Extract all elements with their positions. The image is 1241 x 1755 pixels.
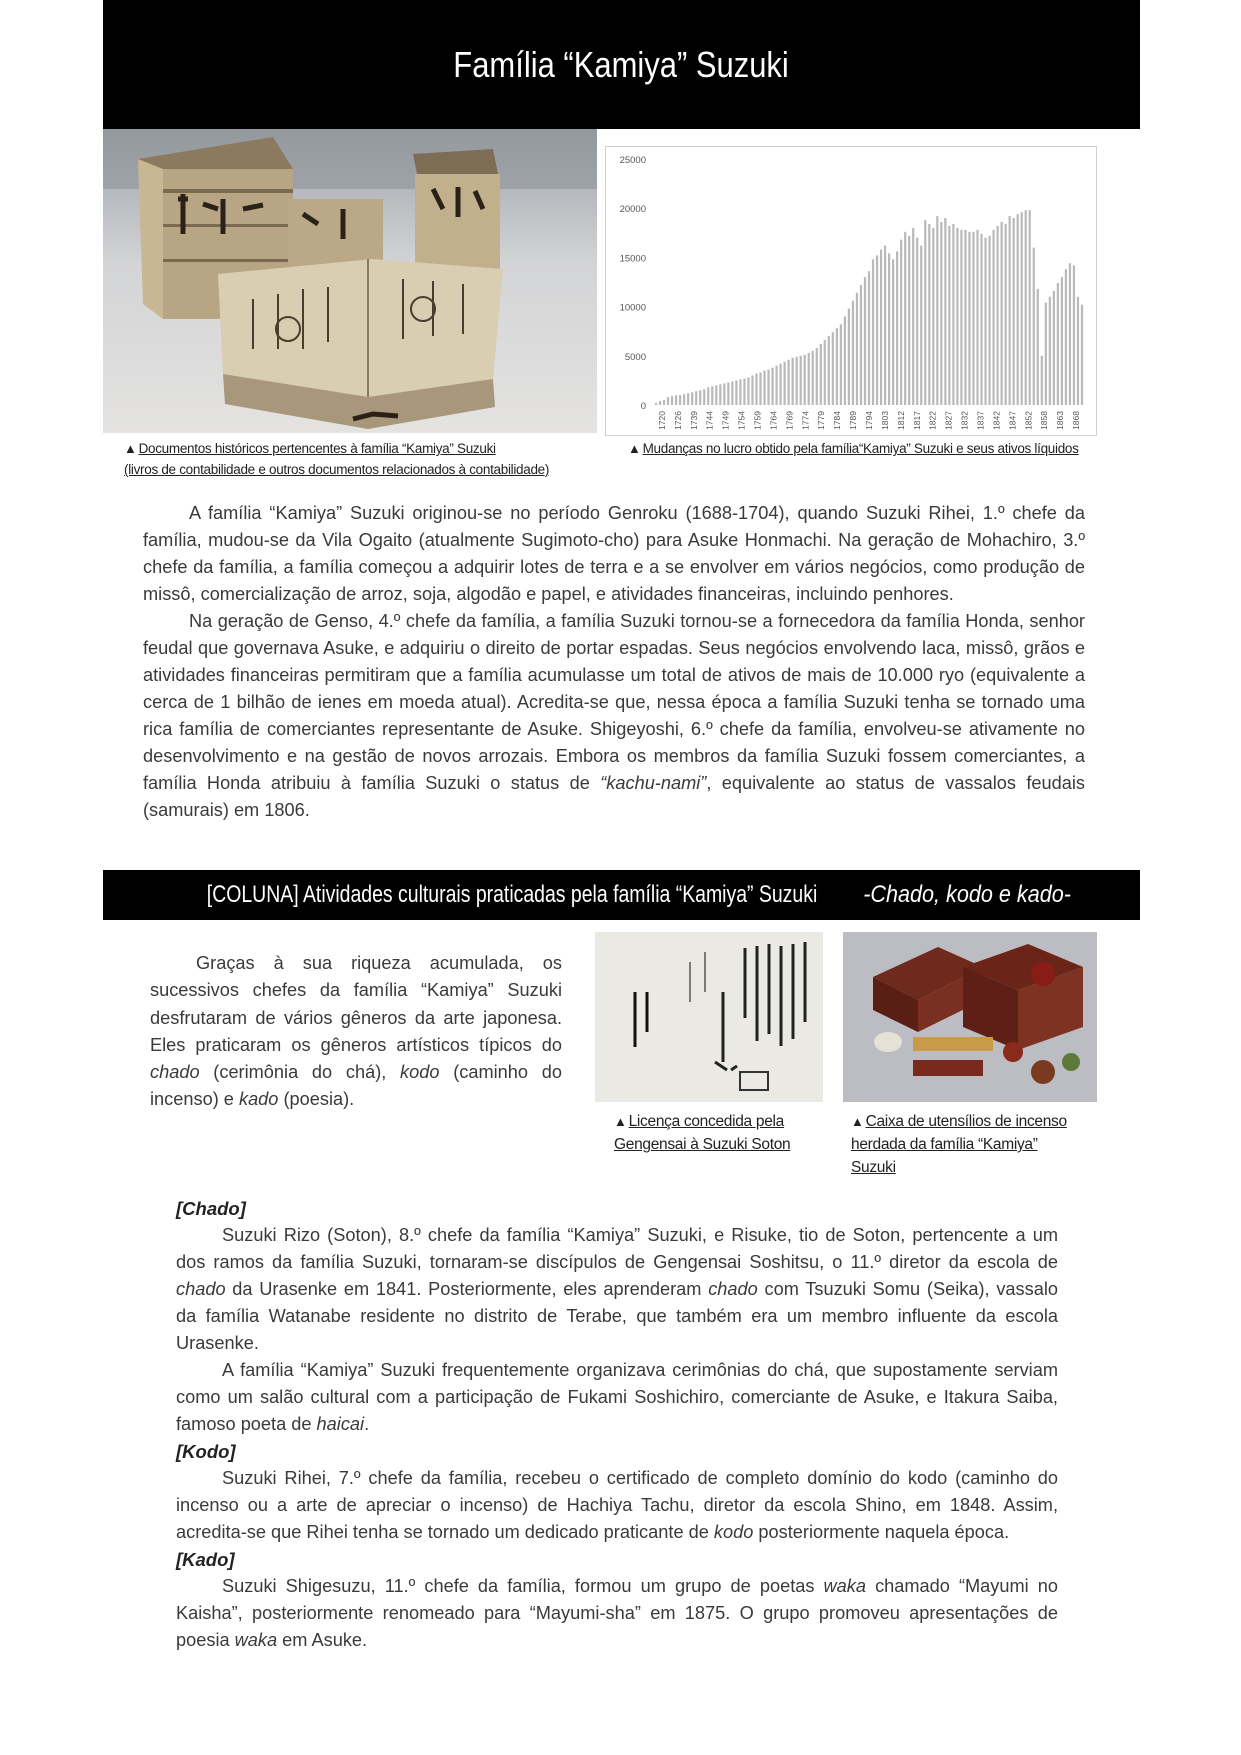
license-document-image xyxy=(595,932,823,1102)
y-tick-label: 10000 xyxy=(619,302,646,314)
chart-bar xyxy=(792,358,794,405)
chart-bar xyxy=(699,390,701,405)
chart-bar xyxy=(1033,248,1035,405)
license-caption: ▲ Licença concedida pela Gengensai à Suzuki Soton xyxy=(614,1110,834,1156)
chart-bar xyxy=(679,395,681,405)
documents-caption-line2: (livros de contabilidade e outros documentos relacionados à contabilidade) xyxy=(124,462,550,477)
chart-bar xyxy=(800,356,802,405)
chart-bar xyxy=(1057,283,1059,405)
chart-bar xyxy=(904,232,906,405)
chart-bar xyxy=(820,344,822,405)
chart-bar xyxy=(735,380,737,405)
chart-bar xyxy=(675,395,677,405)
chart-bar xyxy=(952,224,954,405)
x-tick-label: 1863 xyxy=(1055,411,1066,430)
chart-bar xyxy=(916,238,918,405)
chart-bar xyxy=(788,360,790,405)
chart-bar xyxy=(1041,356,1043,405)
chart-bar xyxy=(920,246,922,405)
chart-bar xyxy=(848,309,850,405)
chart-bar xyxy=(671,396,673,405)
triangle-marker-icon: ▲ xyxy=(628,441,641,456)
chart-bar xyxy=(980,234,982,405)
x-tick-label: 1744 xyxy=(704,411,715,430)
chart-bar xyxy=(972,232,974,405)
chart-bar xyxy=(687,393,689,405)
chart-bar xyxy=(928,224,930,405)
chart-bar xyxy=(884,246,886,405)
x-tick-label: 1749 xyxy=(720,411,731,430)
chado-paragraph-2: A família “Kamiya” Suzuki frequentemente organizava cerimônias do chá, que supostamente serviam como um salão cultural com a participação de Fukami Soshichiro, comerciante de Asuke, e Itakura Saiba, famoso poeta de haicai. xyxy=(176,1360,1058,1434)
documents-photo xyxy=(103,129,597,433)
chart-bar xyxy=(723,383,725,405)
chart-bar xyxy=(976,230,978,405)
chart-bar xyxy=(1069,263,1071,405)
x-tick-label: 1852 xyxy=(1023,411,1034,430)
chart-bar xyxy=(832,332,834,405)
chart-bar xyxy=(996,226,998,405)
chart-bar xyxy=(1061,277,1063,405)
x-tick-label: 1827 xyxy=(943,411,954,430)
y-tick-label: 20000 xyxy=(619,204,646,216)
chart-bar xyxy=(816,348,818,405)
chart-bar xyxy=(719,384,721,405)
chart-bar xyxy=(872,259,874,405)
chart-bar xyxy=(1077,297,1079,405)
x-tick-label: 1739 xyxy=(688,411,699,430)
x-tick-label: 1812 xyxy=(895,411,906,430)
profit-bar-chart xyxy=(606,147,1096,435)
chart-bar xyxy=(691,392,693,405)
chart-bar xyxy=(659,401,661,405)
chart-bar xyxy=(900,240,902,405)
chart-bar xyxy=(767,370,769,405)
kodo-paragraph-1: Suzuki Rihei, 7.º chefe da família, recebeu o certificado de completo domínio do kodo (caminho do incenso ou a arte de apreciar o incenso) de Hachiya Tachu, diretor da escola Shino, em 1848. Assim, acredita-se que Rihei tenha se tornado um dedicado praticante de kodo posteriormente naquela época. xyxy=(176,1468,1058,1542)
kodo-heading: [Kodo] xyxy=(176,1441,236,1462)
documents-caption-line1: Documentos históricos pertencentes à família “Kamiya” Suzuki xyxy=(138,441,496,456)
chart-bar xyxy=(1049,297,1051,405)
y-tick-label: 0 xyxy=(640,401,646,412)
chart-bar xyxy=(808,353,810,405)
x-tick-label: 1822 xyxy=(927,411,938,430)
documents-caption xyxy=(124,438,604,480)
chart-bar xyxy=(739,379,741,405)
x-tick-label: 1779 xyxy=(816,411,827,430)
chart-bar xyxy=(908,236,910,405)
chart-bar xyxy=(779,364,781,405)
chart-bar xyxy=(1001,222,1003,405)
chart-bar xyxy=(1029,210,1031,405)
x-tick-label: 1847 xyxy=(1007,411,1018,430)
y-tick-label: 5000 xyxy=(624,351,646,363)
chart-bar xyxy=(663,400,665,405)
kado-heading: [Kado] xyxy=(176,1549,235,1570)
chart-bar xyxy=(763,371,765,405)
chart-bar xyxy=(711,386,713,405)
arts-sections xyxy=(176,1195,1058,1654)
chart-bar xyxy=(960,230,962,405)
chart-caption xyxy=(628,438,1108,459)
x-tick-label: 1837 xyxy=(975,411,986,430)
chart-bar xyxy=(1053,291,1055,405)
intro-paragraph-1: A família “Kamiya” Suzuki originou-se no período Genroku (1688-1704), quando Suzuki Rihei, 1.º chefe da família, mudou-se da Vila Ogaito (atualmente Sugimoto-cho) para Asuke Honmachi. Na geração de Mohachiro, 3.º chefe da família, a família começou a adquirir lotes de terra e a se envolver em vários negócios, como produção de missô, comercialização de arroz, soja, algodão e papel, e atividades financeiras, incluindo penhores. xyxy=(143,503,1085,604)
chart-bar xyxy=(695,391,697,405)
chart-bar xyxy=(1045,303,1047,405)
page-title-bar xyxy=(103,0,1140,129)
chart-bar xyxy=(743,378,745,405)
chart-bar xyxy=(932,228,934,405)
chart-bar xyxy=(988,236,990,405)
chart-bar xyxy=(896,252,898,406)
y-tick-label: 15000 xyxy=(619,253,646,265)
chado-paragraph-1: Suzuki Rizo (Soton), 8.º chefe da família “Kamiya” Suzuki, e Risuke, tio de Soton, pertencente a um dos ramos da família Suzuki, tornaram-se discípulos de Gengensai Soshitsu, o 11.º diretor da escola de chado da Urasenke em 1841. Posteriormente, eles aprenderam chado com Tsuzuki Somu (Seika), vassalo da família Watanabe residente no distrito de Terabe, que também era um membro influente da escola Urasenke. xyxy=(176,1225,1058,1353)
chart-bar xyxy=(868,271,870,405)
chart-bar xyxy=(880,250,882,405)
chart-bar xyxy=(755,374,757,405)
chart-bar xyxy=(912,228,914,405)
chart-bar xyxy=(852,301,854,405)
chart-bar xyxy=(655,403,657,405)
x-tick-label: 1759 xyxy=(752,411,763,430)
x-tick-label: 1769 xyxy=(784,411,795,430)
chado-heading: [Chado] xyxy=(176,1198,246,1219)
chart-bar xyxy=(836,328,838,405)
incense-box-image xyxy=(843,932,1097,1102)
x-tick-label: 1868 xyxy=(1071,411,1082,430)
chart-bar xyxy=(968,232,970,405)
incense-caption: ▲ Caixa de utensílios de incenso herdada da família “Kamiya” Suzuki xyxy=(851,1110,1101,1179)
chart-bar xyxy=(804,355,806,405)
chart-bar xyxy=(956,228,958,405)
chart-bar xyxy=(703,389,705,405)
chart-bar xyxy=(727,382,729,405)
chart-bar xyxy=(715,385,717,405)
chart-bar xyxy=(1065,269,1067,405)
x-tick-label: 1720 xyxy=(656,411,667,430)
chart-bar xyxy=(751,375,753,405)
column-heading: [COLUNA] Atividades culturais praticadas pela família “Kamiya” Suzuki -Chado, kodo e kado- xyxy=(206,881,1071,908)
chart-bar xyxy=(1073,265,1075,405)
chart-bar xyxy=(1021,212,1023,405)
chart-bar xyxy=(860,285,862,405)
x-tick-label: 1726 xyxy=(672,411,683,430)
triangle-marker-icon: ▲ xyxy=(614,1114,627,1129)
column-heading-bar xyxy=(103,870,1140,920)
kachu-nami-term: “kachu-nami” xyxy=(600,773,707,793)
chart-bar xyxy=(876,255,878,405)
chart-bar xyxy=(731,381,733,405)
chart-bar xyxy=(1025,210,1027,405)
chart-bar xyxy=(864,277,866,405)
x-tick-label: 1754 xyxy=(736,411,747,430)
x-tick-label: 1842 xyxy=(991,411,1002,430)
triangle-marker-icon: ▲ xyxy=(124,441,137,456)
chart-bar xyxy=(856,293,858,405)
column-intro-text: Graças à sua riqueza acumulada, os sucessivos chefes da família “Kamiya” Suzuki desfrutaram de vários gêneros da arte japonesa. Eles praticaram os gêneros artísticos típicos do chado (cerimônia do chá), kodo (caminho do incenso) e kado (poesia). xyxy=(150,953,562,1110)
chart-bar xyxy=(1013,218,1015,405)
chart-bar xyxy=(888,253,890,405)
chart-bar xyxy=(964,230,966,405)
x-tick-label: 1794 xyxy=(864,411,874,430)
chart-bar xyxy=(683,394,685,405)
profit-chart xyxy=(605,146,1097,436)
chart-bar xyxy=(844,316,846,405)
chart-bar xyxy=(812,351,814,405)
kado-paragraph-1: Suzuki Shigesuzu, 11.º chefe da família, formou um grupo de poetas waka chamado “Mayumi no Kaisha”, posteriormente renomeado para “Mayumi-sha” em 1875. O grupo promoveu apresentações de poesia waka em Asuke. xyxy=(176,1576,1058,1650)
chart-bar xyxy=(936,216,938,405)
y-tick-label: 25000 xyxy=(619,155,646,166)
x-tick-label: 1832 xyxy=(959,411,970,430)
chart-bar xyxy=(828,336,830,405)
intro-text xyxy=(143,500,1085,824)
x-tick-label: 1858 xyxy=(1039,411,1050,430)
chart-bar xyxy=(824,340,826,405)
chart-bar xyxy=(1081,305,1083,405)
chart-bar xyxy=(759,373,761,405)
x-tick-label: 1774 xyxy=(800,411,811,430)
chart-bar xyxy=(984,238,986,405)
chart-bar xyxy=(667,397,669,405)
chart-bar xyxy=(840,324,842,405)
triangle-marker-icon: ▲ xyxy=(851,1114,864,1129)
chart-caption-text: Mudanças no lucro obtido pela família“Kamiya” Suzuki e seus ativos líquidos xyxy=(642,441,1079,456)
chart-bar xyxy=(944,218,946,405)
chart-bar xyxy=(1009,216,1011,405)
x-tick-label: 1803 xyxy=(879,411,890,430)
incense-box-photo xyxy=(843,932,1097,1102)
chart-bar xyxy=(992,230,994,405)
chart-bar xyxy=(1005,224,1007,405)
chart-bar xyxy=(775,366,777,405)
x-tick-label: 1784 xyxy=(832,411,843,430)
x-tick-label: 1764 xyxy=(768,411,779,430)
chart-bar xyxy=(784,362,786,405)
chart-bar xyxy=(940,222,942,405)
page-title: Família “Kamiya” Suzuki xyxy=(453,43,790,85)
chart-bar xyxy=(1037,289,1039,405)
ledger-books-image xyxy=(103,129,597,433)
chart-bar xyxy=(796,357,798,405)
chart-bar xyxy=(924,220,926,405)
chart-bar xyxy=(771,368,773,405)
intro-paragraph-2: Na geração de Genso, 4.º chefe da família, a família Suzuki tornou-se a fornecedora da família Honda, senhor feudal que governava Asuke, e adquiriu o direito de portar espadas. Seus negócios envolvendo laca, missô, grãos e atividades financeiras permitiram que a família acumulasse um total de ativos de mais de 10.000 ryo (equivalente a cerca de 1 bilhão de ienes em moeda atual). Acredita-se que, nessa época a família Suzuki tenha se tornado uma rica família de comerciantes representante de Asuke. Shigeyoshi, 6.º chefe da família, envolveu-se ativamente no desenvolvimento e na gestão de novos arrozais. Embora os membros da família Suzuki fossem comerciantes, a família Honda atribuiu à família Suzuki o status de “kachu-nami”, equivalente ao status de vassalos feudais (samurais) em 1806. xyxy=(143,611,1085,820)
x-tick-label: 1789 xyxy=(848,411,859,430)
chart-bar xyxy=(707,387,709,405)
chart-bar xyxy=(747,377,749,405)
x-tick-label: 1817 xyxy=(911,411,922,430)
chart-bar xyxy=(948,226,950,405)
chart-bar xyxy=(1017,214,1019,405)
chart-bar xyxy=(892,259,894,405)
license-document-photo xyxy=(595,932,823,1102)
